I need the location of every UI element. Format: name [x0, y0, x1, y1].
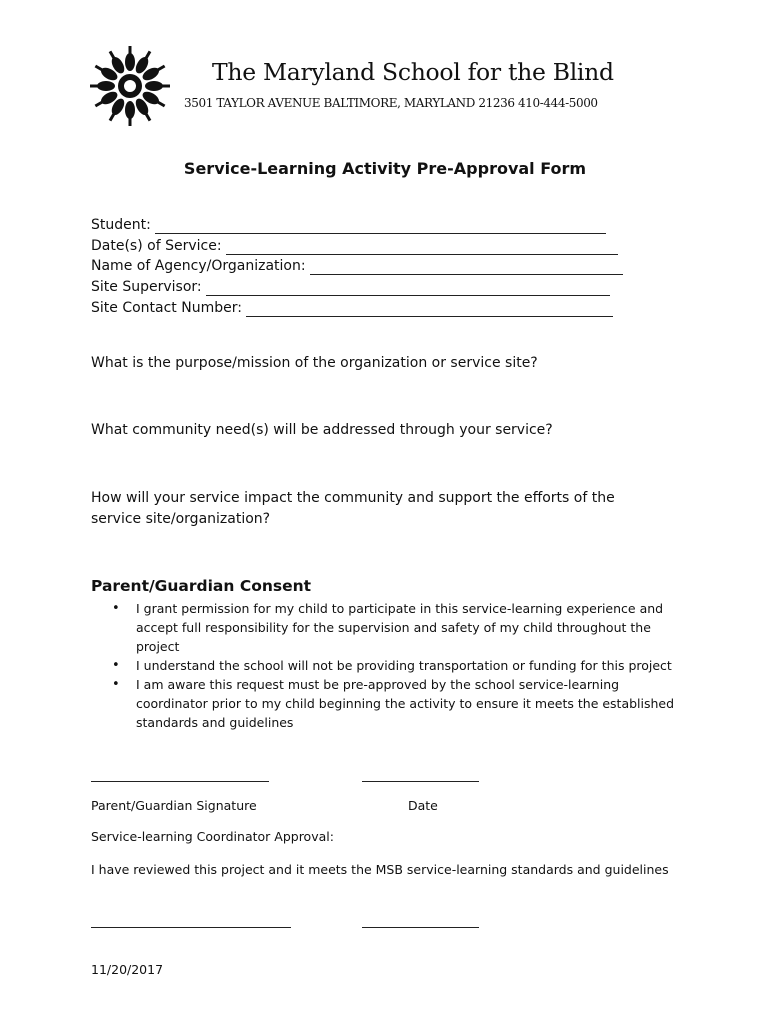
site-contact-input-line[interactable] — [246, 300, 613, 317]
site-contact-field — [91, 300, 613, 318]
school-name: The Maryland School for the Blind — [212, 58, 614, 86]
site-supervisor-input-line[interactable] — [206, 279, 610, 296]
student-input-line[interactable] — [155, 217, 606, 234]
coordinator-date-line[interactable] — [362, 927, 479, 928]
dates-of-service-field — [91, 238, 618, 256]
footer-date: 11/20/2017 — [91, 962, 164, 977]
parent-date-label: Date — [408, 798, 438, 813]
school-address: 3501 TAYLOR AVENUE BALTIMORE, MARYLAND 21236 410-444-5000 — [184, 96, 598, 110]
question-community-need: What community need(s) will be addressed through your service? — [91, 422, 553, 438]
consent-item-text: I am aware this request must be pre-approved by the school service-learning coordinator prior to my child beginning the activity to ensure it meets the established standards and guidelines — [136, 677, 675, 730]
student-field — [91, 217, 606, 235]
coordinator-signature-line[interactable] — [91, 927, 291, 928]
field-label: Date(s) of Service: — [91, 238, 222, 254]
coordinator-approval-label: Service-learning Coordinator Approval: — [91, 829, 334, 844]
dates-of-service-input-line[interactable] — [226, 238, 618, 255]
field-label: Site Contact Number: — [91, 300, 242, 316]
parent-date-line[interactable] — [362, 781, 479, 782]
consent-item — [107, 599, 687, 656]
consent-heading: Parent/Guardian Consent — [91, 577, 312, 595]
agency-input-line[interactable] — [310, 258, 623, 275]
consent-item — [107, 675, 687, 732]
bullet-icon: • — [112, 601, 120, 616]
consent-item-text: I understand the school will not be providing transportation or funding for this project — [136, 658, 672, 673]
sunburst-logo-icon — [88, 44, 172, 128]
site-supervisor-field — [91, 279, 610, 297]
bullet-icon: • — [112, 658, 120, 673]
consent-item-text: I grant permission for my child to participate in this service-learning experience and accept full responsibility for the supervision and safety of my child throughout the project — [136, 601, 664, 654]
consent-item — [107, 656, 687, 675]
parent-signature-label: Parent/Guardian Signature — [91, 798, 257, 813]
field-label: Site Supervisor: — [91, 279, 202, 295]
question-purpose: What is the purpose/mission of the organization or service site? — [91, 355, 538, 371]
agency-field — [91, 258, 623, 276]
bullet-icon: • — [112, 677, 120, 692]
question-impact: How will your service impact the community and support the efforts of the service site/organization? — [91, 490, 615, 527]
field-label: Name of Agency/Organization: — [91, 258, 306, 274]
consent-list — [107, 599, 687, 732]
field-label: Student: — [91, 217, 151, 233]
parent-signature-line[interactable] — [91, 781, 269, 782]
coordinator-statement: I have reviewed this project and it meets the MSB service-learning standards and guidelines — [91, 862, 669, 877]
form-title: Service-Learning Activity Pre-Approval Form — [183, 159, 587, 178]
